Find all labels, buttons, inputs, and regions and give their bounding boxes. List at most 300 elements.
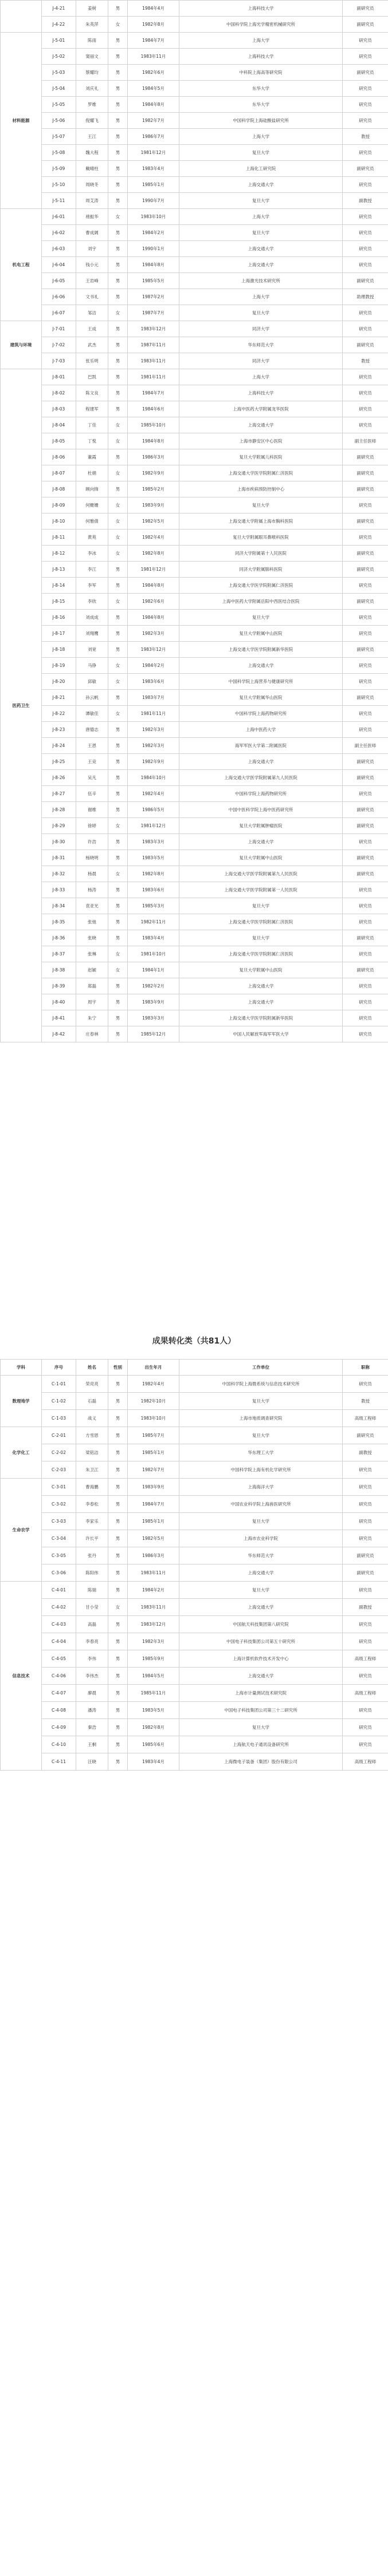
person-name-cell: 倪耀飞 xyxy=(76,113,108,129)
row-number-cell: J-8-06 xyxy=(42,449,76,465)
discipline-cell: 信息技术 xyxy=(1,1582,42,1771)
person-name-cell: 石磊 xyxy=(76,1393,108,1410)
row-number-cell: J-8-18 xyxy=(42,642,76,658)
table-row xyxy=(1,930,388,946)
gender-cell: 男 xyxy=(108,129,128,145)
job-title-cell: 研究员 xyxy=(343,1702,388,1719)
row-number-cell: C-1-02 xyxy=(42,1393,76,1410)
employer-cell: 上海交通大学 xyxy=(179,417,343,433)
person-name-cell: 李春亮 xyxy=(76,1633,108,1650)
table-row xyxy=(1,834,388,850)
row-number-cell: J-7-01 xyxy=(42,321,76,337)
employer-cell: 上海交通大学附属上海市胸科医院 xyxy=(179,513,343,530)
table-row xyxy=(1,433,388,449)
table-row xyxy=(1,113,388,129)
row-number-cell: C-4-08 xyxy=(42,1702,76,1719)
gender-cell: 男 xyxy=(108,1,128,17)
birth-date-cell: 1982年8月 xyxy=(128,1719,179,1736)
header-discipline: 学科 xyxy=(1,1360,42,1376)
row-number-cell: J-8-04 xyxy=(42,417,76,433)
person-name-cell: 张晓 xyxy=(76,930,108,946)
row-number-cell: J-8-29 xyxy=(42,818,76,834)
job-title-cell: 研究员 xyxy=(343,658,388,674)
table-row xyxy=(1,1010,388,1026)
row-number-cell: J-6-04 xyxy=(42,257,76,273)
row-number-cell: J-8-34 xyxy=(42,898,76,914)
birth-date-cell: 1983年6月 xyxy=(128,882,179,898)
gender-cell: 男 xyxy=(108,225,128,241)
birth-date-cell: 1981年12月 xyxy=(128,562,179,578)
row-number-cell: J-4-22 xyxy=(42,17,76,33)
gender-cell: 男 xyxy=(108,289,128,305)
job-title-cell: 研究员 xyxy=(343,385,388,401)
employer-cell: 复旦大学 xyxy=(179,1393,343,1410)
employer-cell: 上海市农业科学院 xyxy=(179,1530,343,1547)
row-number-cell: J-6-03 xyxy=(42,241,76,257)
job-title-cell: 副研究员 xyxy=(343,850,388,866)
job-title-cell: 研究员 xyxy=(343,417,388,433)
employer-cell: 中国科学院上海药物研究所 xyxy=(179,786,343,802)
employer-cell: 上海科技大学 xyxy=(179,49,343,65)
gender-cell: 男 xyxy=(108,401,128,417)
gender-cell: 男 xyxy=(108,834,128,850)
person-name-cell: 许长平 xyxy=(76,1530,108,1547)
row-number-cell: J-8-11 xyxy=(42,530,76,546)
person-name-cell: 顾向锋 xyxy=(76,481,108,497)
gender-cell: 男 xyxy=(108,738,128,754)
table-row xyxy=(1,321,388,337)
gender-cell: 女 xyxy=(108,946,128,962)
job-title-cell: 研究员 xyxy=(343,626,388,642)
employer-cell: 上海市静安区中心医院 xyxy=(179,433,343,449)
row-number-cell: J-5-02 xyxy=(42,49,76,65)
person-name-cell: 巴凯 xyxy=(76,369,108,385)
job-title-cell: 研究员 xyxy=(343,834,388,850)
person-name-cell: 刘宇 xyxy=(76,241,108,257)
employer-cell: 上海航天电子通讯设备研究所 xyxy=(179,1736,343,1753)
row-number-cell: J-6-07 xyxy=(42,305,76,321)
employer-cell: 复旦大学附属中山医院 xyxy=(179,850,343,866)
person-name-cell: 邱敏 xyxy=(76,674,108,690)
job-title-cell: 副研究员 xyxy=(343,770,388,786)
person-name-cell: 郑磊 xyxy=(76,978,108,994)
person-name-cell: 刘庆礼 xyxy=(76,81,108,97)
birth-date-cell: 1984年1月 xyxy=(128,962,179,978)
discipline-cell: 材料能源 xyxy=(1,33,42,209)
gender-cell: 男 xyxy=(108,1010,128,1026)
table-row xyxy=(1,465,388,481)
table-row xyxy=(1,161,388,177)
birth-date-cell: 1982年8月 xyxy=(128,546,179,562)
gender-cell: 男 xyxy=(108,930,128,946)
person-name-cell: 甘小莹 xyxy=(76,1599,108,1616)
person-name-cell: 方雪恩 xyxy=(76,1427,108,1444)
birth-date-cell: 1987年11月 xyxy=(128,337,179,353)
person-name-cell: 荣亮亮 xyxy=(76,1376,108,1393)
gender-cell: 女 xyxy=(108,513,128,530)
job-title-cell: 研究员 xyxy=(343,209,388,225)
job-title-cell: 副研究员 xyxy=(343,1,388,17)
person-name-cell: 朱英萍 xyxy=(76,17,108,33)
birth-date-cell: 1984年2月 xyxy=(128,225,179,241)
gender-cell: 男 xyxy=(108,882,128,898)
person-name-cell: 曹海鹏 xyxy=(76,1479,108,1496)
table-row xyxy=(1,273,388,289)
person-name-cell: 袁亚光 xyxy=(76,898,108,914)
row-number-cell: J-8-21 xyxy=(42,690,76,706)
row-number-cell: C-3-06 xyxy=(42,1564,76,1582)
person-name-cell: 张弛 xyxy=(76,914,108,930)
employer-cell: 同济大学 xyxy=(179,353,343,369)
row-number-cell: J-8-19 xyxy=(42,658,76,674)
gender-cell: 男 xyxy=(108,1685,128,1702)
row-number-cell: J-5-03 xyxy=(42,65,76,81)
employer-cell: 上海交通大学医学院附属第九人民医院 xyxy=(179,866,343,882)
gender-cell: 女 xyxy=(108,209,128,225)
table-row xyxy=(1,1650,388,1668)
birth-date-cell: 1982年4月 xyxy=(128,1376,179,1393)
employer-cell: 上海微电子装备（集团）股份有限公司 xyxy=(179,1753,343,1771)
birth-date-cell: 1983年4月 xyxy=(128,1753,179,1771)
table-row xyxy=(1,770,388,786)
table-row xyxy=(1,209,388,225)
birth-date-cell: 1983年9月 xyxy=(128,1479,179,1496)
job-title-cell: 研究员 xyxy=(343,978,388,994)
table-row xyxy=(1,497,388,513)
row-number-cell: J-8-10 xyxy=(42,513,76,530)
person-name-cell: 潘涛 xyxy=(76,1702,108,1719)
person-name-cell: 高磊 xyxy=(76,1616,108,1633)
employer-cell: 上海交通大学医学院附属第一人民医院 xyxy=(179,882,343,898)
birth-date-cell: 1982年3月 xyxy=(128,626,179,642)
birth-date-cell: 1984年2月 xyxy=(128,1582,179,1599)
gender-cell: 男 xyxy=(108,578,128,594)
gender-cell: 男 xyxy=(108,1547,128,1564)
person-name-cell: 丁悦 xyxy=(76,433,108,449)
discipline-cell: 数理地学 xyxy=(1,1376,42,1427)
person-name-cell: 唐德志 xyxy=(76,722,108,738)
row-number-cell: C-4-02 xyxy=(42,1599,76,1616)
birth-date-cell: 1982年2月 xyxy=(128,978,179,994)
row-number-cell: J-5-05 xyxy=(42,97,76,113)
table-row xyxy=(1,1616,388,1633)
employer-cell: 同济大学 xyxy=(179,321,343,337)
birth-date-cell: 1985年2月 xyxy=(128,481,179,497)
employer-cell: 同济大学附属肺科医院 xyxy=(179,562,343,578)
person-name-cell: 伍辛 xyxy=(76,786,108,802)
employer-cell: 华东理工大学 xyxy=(179,1444,343,1461)
job-title-cell: 研究员 xyxy=(343,1010,388,1026)
job-title-cell: 研究员 xyxy=(343,177,388,193)
birth-date-cell: 1985年1月 xyxy=(128,1513,179,1530)
gender-cell: 男 xyxy=(108,1736,128,1753)
row-number-cell: J-8-26 xyxy=(42,770,76,786)
employer-cell: 上海交通大学医学院附属仁济医院 xyxy=(179,465,343,481)
gender-cell: 男 xyxy=(108,65,128,81)
employer-cell: 上海海洋大学 xyxy=(179,1479,343,1496)
gender-cell: 男 xyxy=(108,353,128,369)
row-number-cell: J-8-27 xyxy=(42,786,76,802)
row-number-cell: J-8-09 xyxy=(42,497,76,513)
employer-cell: 上海交通大学医学院附属新华医院 xyxy=(179,642,343,658)
person-name-cell: 赵颖 xyxy=(76,962,108,978)
table-row xyxy=(1,33,388,49)
gender-cell: 男 xyxy=(108,481,128,497)
row-number-cell: C-1-01 xyxy=(42,1376,76,1393)
gender-cell: 男 xyxy=(108,978,128,994)
birth-date-cell: 1984年6月 xyxy=(128,401,179,417)
birth-date-cell: 1983年11月 xyxy=(128,353,179,369)
gender-cell: 男 xyxy=(108,49,128,65)
row-number-cell: J-7-02 xyxy=(42,337,76,353)
row-number-cell: J-5-04 xyxy=(42,81,76,97)
row-number-cell: J-8-30 xyxy=(42,834,76,850)
employer-cell: 上海科技大学 xyxy=(179,385,343,401)
table-row xyxy=(1,305,388,321)
person-name-cell: 杨涛 xyxy=(76,882,108,898)
gender-cell: 男 xyxy=(108,1633,128,1650)
birth-date-cell: 1986年3月 xyxy=(128,1547,179,1564)
table-row xyxy=(1,1444,388,1461)
gender-cell: 男 xyxy=(108,113,128,129)
table-row xyxy=(1,1479,388,1496)
gender-cell: 男 xyxy=(108,850,128,866)
person-name-cell: 廖晨 xyxy=(76,1685,108,1702)
birth-date-cell: 1985年1月 xyxy=(128,177,179,193)
job-title-cell: 副研究员 xyxy=(343,481,388,497)
row-number-cell: J-8-07 xyxy=(42,465,76,481)
row-number-cell: C-4-09 xyxy=(42,1719,76,1736)
employer-cell: 同济大学附属第十人民医院 xyxy=(179,546,343,562)
job-title-cell: 研究员 xyxy=(343,882,388,898)
header-gender: 性别 xyxy=(108,1360,128,1376)
gender-cell: 男 xyxy=(108,33,128,49)
row-number-cell: J-8-40 xyxy=(42,994,76,1010)
employer-cell: 中国农业科学院上海兽医研究所 xyxy=(179,1496,343,1513)
person-name-cell: 邹洁 xyxy=(76,305,108,321)
table-row xyxy=(1,658,388,674)
birth-date-cell: 1982年10月 xyxy=(128,1393,179,1410)
table-row xyxy=(1,369,388,385)
person-name-cell: 陈雨 xyxy=(76,33,108,49)
table-row xyxy=(1,257,388,273)
job-title-cell: 教授 xyxy=(343,353,388,369)
gender-cell: 男 xyxy=(108,1668,128,1685)
person-name-cell: 马铮 xyxy=(76,658,108,674)
person-name-cell: 蔡耀均 xyxy=(76,65,108,81)
gender-cell: 男 xyxy=(108,257,128,273)
job-title-cell: 副研究员 xyxy=(343,337,388,353)
employer-cell: 东华大学 xyxy=(179,81,343,97)
birth-date-cell: 1985年6月 xyxy=(128,1736,179,1753)
employer-cell: 复旦大学 xyxy=(179,193,343,209)
job-title-cell: 研究员 xyxy=(343,1496,388,1513)
gender-cell: 女 xyxy=(108,818,128,834)
person-name-cell: 魏大程 xyxy=(76,145,108,161)
table-row xyxy=(1,1496,388,1513)
row-number-cell: C-1-03 xyxy=(42,1410,76,1427)
gender-cell: 男 xyxy=(108,145,128,161)
row-number-cell: J-8-24 xyxy=(42,738,76,754)
job-title-cell: 研究员 xyxy=(343,241,388,257)
header-name: 姓名 xyxy=(76,1360,108,1376)
row-number-cell: J-8-41 xyxy=(42,1010,76,1026)
job-title-cell: 高级工程师 xyxy=(343,1753,388,1771)
job-title-cell: 副研究员 xyxy=(343,866,388,882)
employer-cell: 上海市计量测试技术研究院 xyxy=(179,1685,343,1702)
employer-cell: 上海中医药大学 xyxy=(179,722,343,738)
person-name-cell: 王竞 xyxy=(76,754,108,770)
person-name-cell: 刘翔鹰 xyxy=(76,626,108,642)
gender-cell: 男 xyxy=(108,626,128,642)
person-name-cell: 褚振华 xyxy=(76,209,108,225)
job-title-cell: 研究员 xyxy=(343,610,388,626)
row-number-cell: J-8-37 xyxy=(42,946,76,962)
discipline-cell: 建筑与环境 xyxy=(1,321,42,369)
birth-date-cell: 1983年12月 xyxy=(128,321,179,337)
job-title-cell: 副研究员 xyxy=(343,513,388,530)
row-number-cell: J-8-31 xyxy=(42,850,76,866)
job-title-cell: 研究员 xyxy=(343,497,388,513)
person-name-cell: 李春松 xyxy=(76,1496,108,1513)
employer-cell: 上海交通大学医学院附属仁济医院 xyxy=(179,914,343,930)
person-name-cell: 朱宁 xyxy=(76,1010,108,1026)
person-name-cell: 许浩 xyxy=(76,834,108,850)
row-number-cell: J-8-25 xyxy=(42,754,76,770)
gender-cell: 男 xyxy=(108,241,128,257)
table-row xyxy=(1,1719,388,1736)
birth-date-cell: 1983年4月 xyxy=(128,161,179,177)
birth-date-cell: 1985年5月 xyxy=(128,273,179,289)
row-number-cell: J-8-17 xyxy=(42,626,76,642)
birth-date-cell: 1982年9月 xyxy=(128,465,179,481)
discipline-cell xyxy=(1,1,42,33)
table-row xyxy=(1,193,388,209)
talent-table-achievement xyxy=(0,1359,388,1771)
table-row xyxy=(1,1599,388,1616)
employer-cell: 东华大学 xyxy=(179,97,343,113)
gender-cell: 男 xyxy=(108,177,128,193)
row-number-cell: J-6-02 xyxy=(42,225,76,241)
person-name-cell: 吴凡 xyxy=(76,770,108,786)
employer-cell: 上海中医药大学附属岳阳中西医结合医院 xyxy=(179,594,343,610)
person-name-cell: 董霞 xyxy=(76,449,108,465)
job-title-cell: 研究员 xyxy=(343,722,388,738)
employer-cell: 上海大学 xyxy=(179,369,343,385)
person-name-cell: 李伟杰 xyxy=(76,1668,108,1685)
row-number-cell: J-5-07 xyxy=(42,129,76,145)
job-title-cell: 研究员 xyxy=(343,578,388,594)
person-name-cell: 刘成成 xyxy=(76,610,108,626)
gender-cell: 男 xyxy=(108,337,128,353)
employer-cell: 复旦大学 xyxy=(179,898,343,914)
gender-cell: 男 xyxy=(108,770,128,786)
person-name-cell: 何姗姗 xyxy=(76,497,108,513)
table-row xyxy=(1,722,388,738)
birth-date-cell: 1984年10月 xyxy=(128,770,179,786)
person-name-cell: 孙云帆 xyxy=(76,690,108,706)
birth-date-cell: 1981年11月 xyxy=(128,706,179,722)
gender-cell: 男 xyxy=(108,690,128,706)
person-name-cell: 王桐 xyxy=(76,1736,108,1753)
gender-cell: 男 xyxy=(108,1650,128,1668)
row-number-cell: J-8-16 xyxy=(42,610,76,626)
gender-cell: 男 xyxy=(108,1026,128,1042)
header-birth: 出生年月 xyxy=(128,1360,179,1376)
gender-cell: 男 xyxy=(108,273,128,289)
table-row xyxy=(1,786,388,802)
table-row xyxy=(1,610,388,626)
gender-cell: 男 xyxy=(108,610,128,626)
job-title-cell: 副研究员 xyxy=(343,690,388,706)
birth-date-cell: 1981年10月 xyxy=(128,946,179,962)
discipline-cell: 生命农学 xyxy=(1,1479,42,1582)
row-number-cell: J-5-06 xyxy=(42,113,76,129)
person-name-cell: 钱小元 xyxy=(76,257,108,273)
table-row xyxy=(1,81,388,97)
person-name-cell: 戴晴柱 xyxy=(76,161,108,177)
birth-date-cell: 1983年12月 xyxy=(128,642,179,658)
employer-cell: 中国航天科技集团第八研究院 xyxy=(179,1616,343,1633)
employer-cell: 中国科学院上海硅酸盐研究所 xyxy=(179,113,343,129)
table-row xyxy=(1,578,388,594)
employer-cell: 复旦大学 xyxy=(179,610,343,626)
employer-cell: 上海中医药大学附属龙华医院 xyxy=(179,401,343,417)
person-name-cell: 程建军 xyxy=(76,401,108,417)
job-title-cell: 研究员 xyxy=(343,1479,388,1496)
birth-date-cell: 1982年11月 xyxy=(128,914,179,930)
person-name-cell: 谢维 xyxy=(76,802,108,818)
job-title-cell: 副教授 xyxy=(343,1599,388,1616)
table-row xyxy=(1,690,388,706)
employer-cell: 华东师范大学 xyxy=(179,1547,343,1564)
person-name-cell: 杨晨 xyxy=(76,866,108,882)
job-title-cell: 研究员 xyxy=(343,145,388,161)
employer-cell: 上海交通大学 xyxy=(179,994,343,1010)
row-number-cell: C-3-03 xyxy=(42,1513,76,1530)
person-name-cell: 杜娟 xyxy=(76,465,108,481)
row-number-cell: C-2-03 xyxy=(42,1461,76,1479)
gender-cell: 男 xyxy=(108,1702,128,1719)
birth-date-cell: 1984年2月 xyxy=(128,658,179,674)
birth-date-cell: 1984年5月 xyxy=(128,81,179,97)
employer-cell: 复旦大学 xyxy=(179,1513,343,1530)
gender-cell: 女 xyxy=(108,658,128,674)
birth-date-cell: 1983年6月 xyxy=(128,674,179,690)
employer-cell: 复旦大学 xyxy=(179,1719,343,1736)
birth-date-cell: 1985年12月 xyxy=(128,1026,179,1042)
job-title-cell: 研究员 xyxy=(343,305,388,321)
job-title-cell: 副研究员 xyxy=(343,161,388,177)
birth-date-cell: 1982年8月 xyxy=(128,866,179,882)
row-number-cell: J-5-11 xyxy=(42,193,76,209)
employer-cell: 中国中医科学院上海中医药研究所 xyxy=(179,802,343,818)
person-name-cell: 王江 xyxy=(76,129,108,145)
birth-date-cell: 1982年5月 xyxy=(128,1530,179,1547)
employer-cell: 上海科技大学 xyxy=(179,1,343,17)
table-row xyxy=(1,962,388,978)
gender-cell: 男 xyxy=(108,722,128,738)
job-title-cell: 副研究员 xyxy=(343,17,388,33)
row-number-cell: C-4-11 xyxy=(42,1753,76,1771)
job-title-cell: 研究员 xyxy=(343,1719,388,1736)
employer-cell: 中国科学院上海微系统与信息技术研究所 xyxy=(179,1376,343,1393)
job-title-cell: 副研究员 xyxy=(343,818,388,834)
birth-date-cell: 1985年11月 xyxy=(128,1685,179,1702)
job-title-cell: 副研究员 xyxy=(343,1564,388,1582)
job-title-cell: 研究员 xyxy=(343,1530,388,1547)
gender-cell: 女 xyxy=(108,417,128,433)
